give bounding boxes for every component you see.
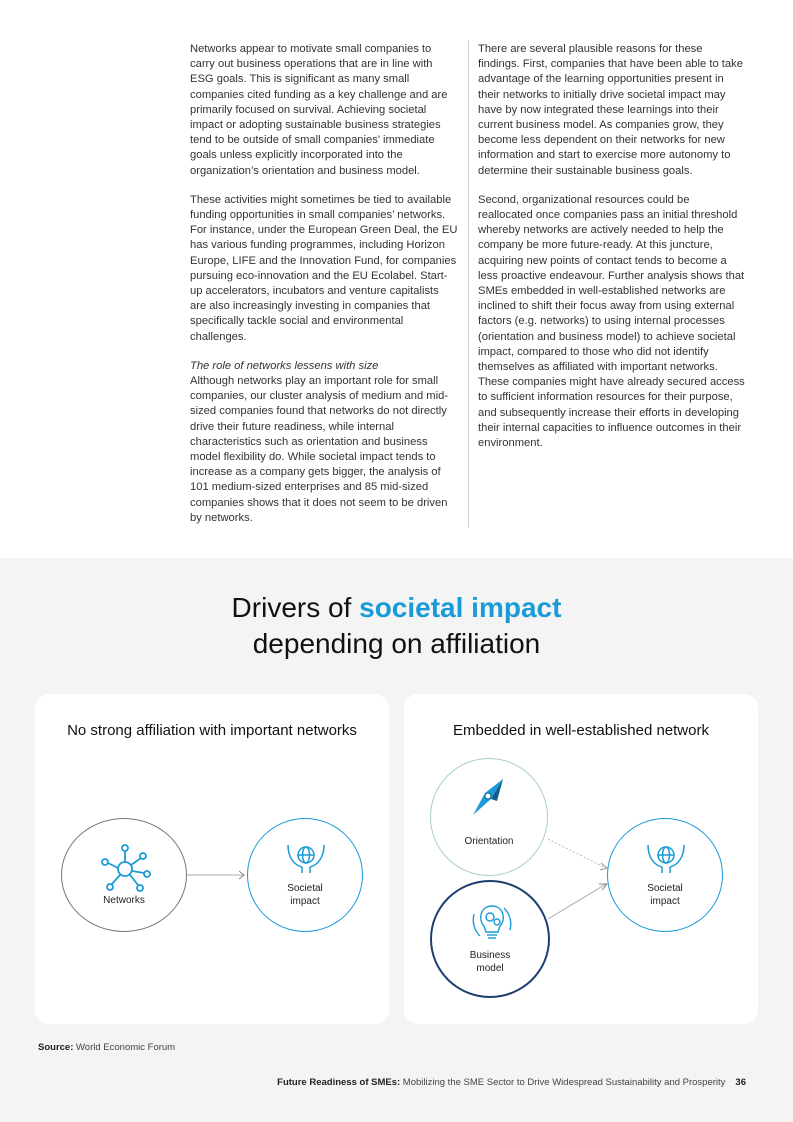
right-paragraph-1: There are several plausible reasons for these findings. First, companies that have been able to take advantage of the learning opportunities present in their networks to initially drive societal impact may have by now integrated these learnings into their current business model. As companies grow, they become less dependent on their networks for new information and start to exercise more autonomy to determine their sustainable business goals. <box>478 43 743 177</box>
card-no-affiliation <box>35 694 389 1024</box>
page-number: 36 <box>735 1077 746 1088</box>
card-right-title: Embedded in well-established network <box>453 722 709 739</box>
societal-impact-right-label-2: impact <box>650 896 680 907</box>
globe-in-hands-icon <box>644 837 688 877</box>
right-paragraph-2: Second, organizational resources could be reallocated once companies pass an initial threshold whereby networks are actively needed to help the company be more future-ready. At this juncture, acquiring new points of contact tends to become a less proactive endeavour. Further analysis shows that SMEs embedded in well-established networks are inclined to shift their focus away from using external factors (e.g. networks) to using internal processes (orientation and business model) to achieve societal impact, compared to those who did not identify themselves as affiliated with important networks. These companies might have already secured access to sufficient information resources for their purpose, and subsequently increase their efforts in developing their internal capacities to influence outcomes in their environment. <box>478 193 745 450</box>
footer-title-rest: Mobilizing the SME Sector to Drive Widespread Sustainability and Prosperity <box>400 1077 726 1088</box>
left-text-column <box>190 42 458 540</box>
left-paragraph-2: These activities might sometimes be tied to available funding opportunities in small companies’ networks. For instance, under the European Green Deal, the EU has various funding programmes, including Horizon Europe, LIFE and the Innovation Fund, for companies pursuing eco-innovation and the EU Ecolabel. Start-up accelerators, incubators and venture capitalists are also increasingly investing in companies that specifically tackle social and environmental challenges. <box>190 193 458 343</box>
business-model-label-1: Business <box>469 950 511 961</box>
lightbulb-gears-icon <box>470 900 514 944</box>
column-divider <box>468 40 469 528</box>
networks-node <box>61 818 187 932</box>
globe-in-hands-icon <box>284 837 328 877</box>
figure-title-part2: depending on affiliation <box>252 628 541 659</box>
figure-source <box>38 1042 175 1053</box>
business-model-label-2: model <box>476 963 504 974</box>
orientation-label: Orientation <box>464 836 514 847</box>
section-subheading: The role of networks lessens with size <box>190 359 379 372</box>
right-text-column <box>478 42 746 465</box>
card-embedded-network <box>404 694 758 1024</box>
figure-title-part1: Drivers of <box>231 592 360 623</box>
business-model-node <box>430 880 550 998</box>
societal-impact-node-right <box>607 818 723 932</box>
orientation-node <box>430 758 548 876</box>
societal-impact-label-2: impact <box>290 896 320 907</box>
societal-impact-node <box>247 818 363 932</box>
footer-title-bold: Future Readiness of SMEs: <box>277 1077 401 1088</box>
network-hub-icon <box>99 841 151 893</box>
societal-impact-right-label-1: Societal <box>647 883 683 894</box>
figure-title-accent: societal impact <box>359 592 562 623</box>
figure-title <box>0 590 793 662</box>
compass-icon <box>469 775 511 819</box>
left-paragraph-3: Although networks play an important role for small companies, our cluster analysis of medium and mid-sized companies found that networks do not directly drive their future readiness, while internal characteristics such as orientation and business model flexibility do. While societal impact tends to increase as a company gets bigger, the analysis of 101 medium-sized enterprises and 85 mid-sized companies shows that it does not seem to be driven by networks. <box>190 375 449 524</box>
card-left-title: No strong affiliation with important networks <box>67 722 357 739</box>
page-footer <box>277 1077 746 1088</box>
societal-impact-label-1: Societal <box>287 883 323 894</box>
source-text: World Economic Forum <box>73 1042 176 1053</box>
source-label: Source: <box>38 1042 74 1053</box>
left-paragraph-1: Networks appear to motivate small companies to carry out business operations that are in line with ESG goals. This is significant as many small companies cited funding as a key challenge and are primarily focused on survival. Achieving societal impact or adopting sustainable business strategies tend to be outside of small companies’ immediate goals unless explicitly incorporated into the organization’s orientation and business model. <box>190 43 448 177</box>
networks-label: Networks <box>103 895 145 906</box>
